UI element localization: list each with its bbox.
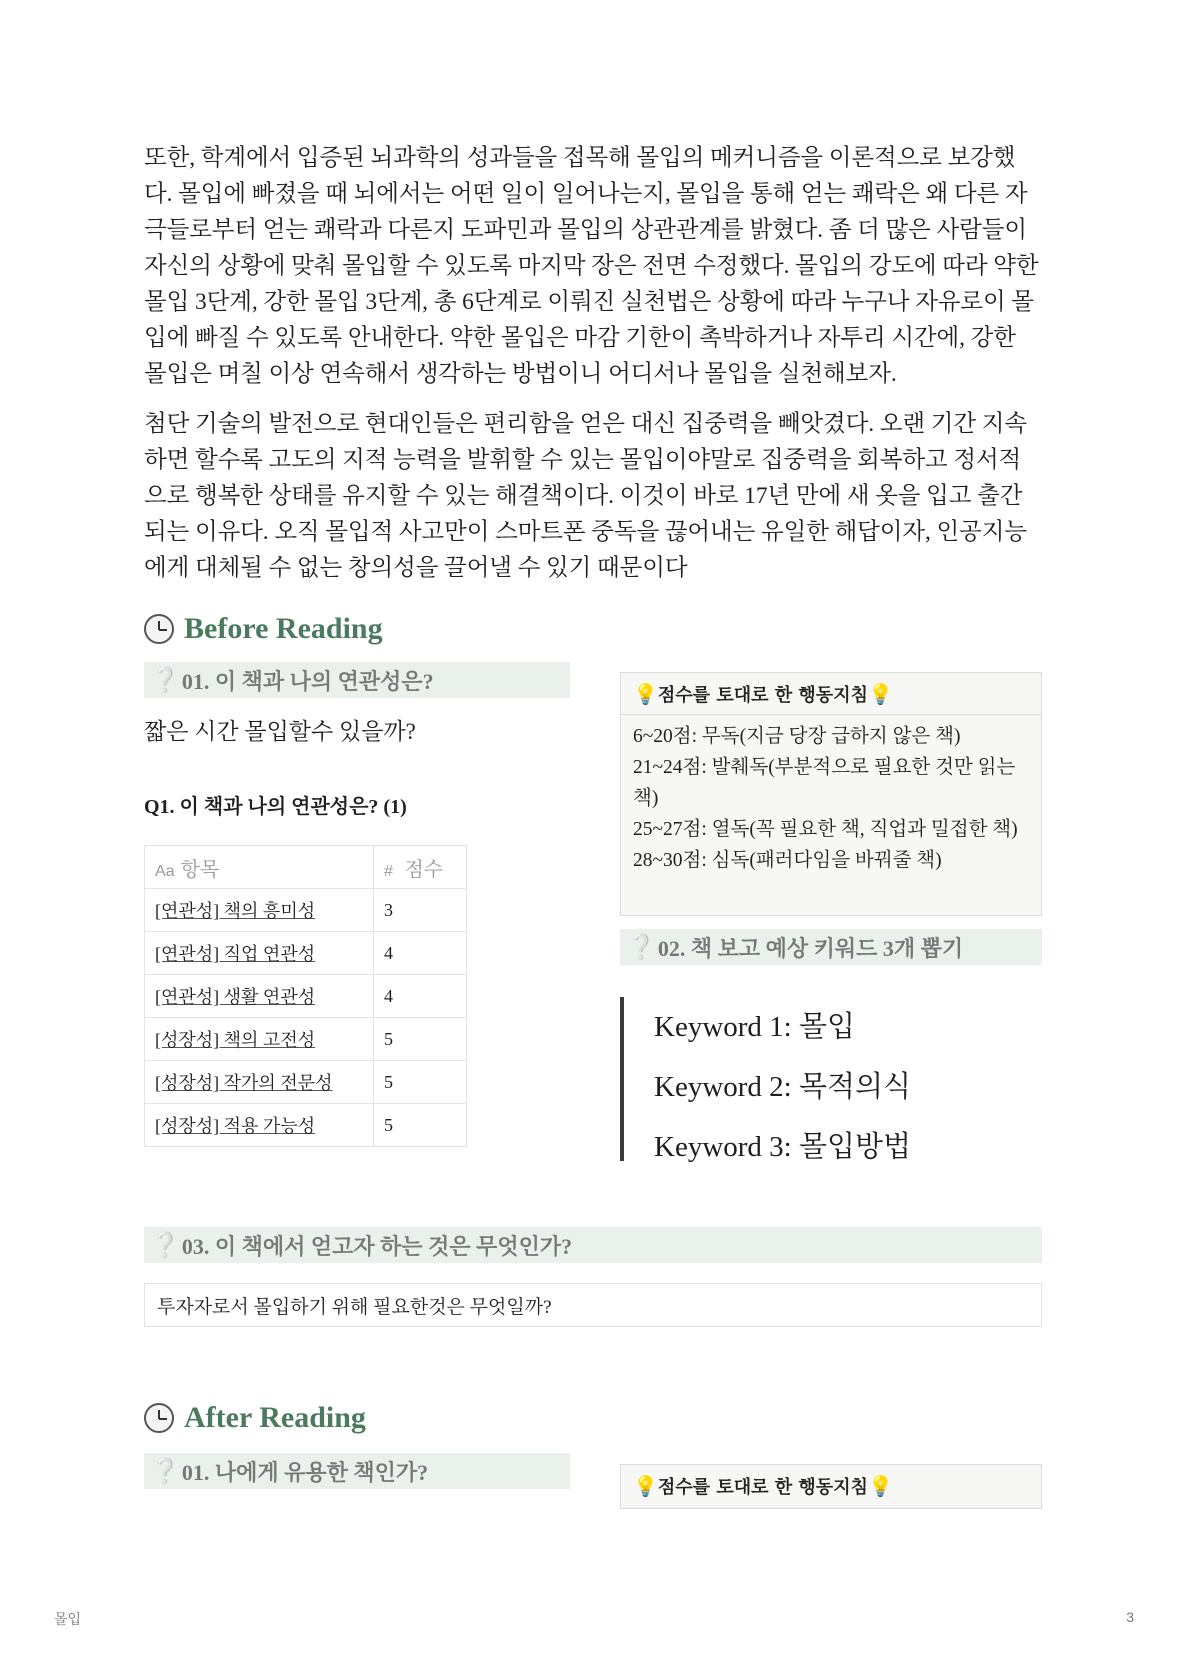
score-header-label: 점수	[404, 858, 444, 881]
table-row[interactable]	[145, 932, 467, 975]
after-question-1-title: 01. 나에게 유용한 책인가?	[181, 1459, 429, 1485]
before-action-guide-callout	[620, 672, 1042, 916]
lightbulb-icon: 💡	[867, 1474, 893, 1498]
intro-paragraph-2: 첨단 기술의 발전으로 현대인들은 편리함을 얻은 대신 집중력을 빼앗겼다. 오랜 기간 지속하면 할수록 고도의 지적 능력을 발휘할 수 있는 몰입이야말로 집중력을 회복하고 정서적으로 행복한 상태를 유지할 수 있는 해결책이다. 이것이 바로 17년 만에 새 옷을 입고 출간되는 이유다. 오직 몰입적 사고만이 스마트폰 중독을 끊어내는 유일한 해답이자, 인공지능에게 대체될 수 없는 창의성을 끌어낼 수 있기 때문이다	[144, 411, 1027, 581]
table-row[interactable]	[145, 889, 467, 932]
table-row[interactable]	[145, 1104, 467, 1147]
table-header-row	[145, 846, 467, 889]
before-question-2-bar	[620, 929, 1042, 965]
score-column-header	[374, 846, 467, 889]
table-cell-item[interactable]: [성장성] 적용 가능성	[145, 1104, 374, 1147]
table-row[interactable]	[145, 1018, 467, 1061]
table-cell-score: 4	[374, 975, 467, 1018]
relevance-table-label: Q1. 이 책과 나의 연관성은? (1)	[144, 796, 407, 818]
table-cell-item[interactable]: [연관성] 생활 연관성	[145, 975, 374, 1018]
action-guide-header	[621, 1465, 1041, 1507]
before-question-3-title: 03. 이 책에서 얻고자 하는 것은 무엇인가?	[181, 1233, 573, 1259]
before-question-1-title: 01. 이 책과 나의 연관성은?	[181, 668, 434, 694]
footer-page-number: 3	[1126, 1609, 1134, 1625]
item-header-label: 항목	[180, 858, 220, 881]
before-question-3-bar	[144, 1227, 1042, 1263]
keyword-2: Keyword 2: 목적의식	[654, 1071, 912, 1103]
number-property-icon: #	[384, 862, 393, 880]
question-mark-icon: ❔	[626, 933, 656, 961]
table-row[interactable]	[145, 1061, 467, 1104]
before-reading-title: Before Reading	[184, 612, 383, 645]
table-cell-score: 5	[374, 1018, 467, 1061]
lightbulb-icon: 💡	[633, 681, 658, 706]
lightbulb-icon: 💡	[867, 681, 893, 706]
question-mark-icon: ❔	[150, 666, 180, 694]
table-cell-item[interactable]: [연관성] 직업 연관성	[145, 932, 374, 975]
intro-paragraph-1: 또한, 학계에서 입증된 뇌과학의 성과들을 접목해 몰입의 메커니즘을 이론적으로 보강했다. 몰입에 빠졌을 때 뇌에서는 어떤 일이 일어나는지, 몰입을 통해 얻는 쾌락은 왜 다른 자극들로부터 얻는 쾌락과 다른지 도파민과 몰입의 상관관계를 밝혔다. 좀 더 많은 사람들이 자신의 상황에 맞춰 몰입할 수 있도록 마지막 장은 전면 수정했다. 몰입의 강도에 따라 약한 몰입 3단계, 강한 몰입 3단계, 총 6단계로 이뤄진 실천법은 상황에 따라 누구나 자유로이 몰입에 빠질 수 있도록 안내한다. 약한 몰입은 마감 기한이 촉박하거나 자투리 시간에, 강한 몰입은 며칠 이상 연속해서 생각하는 방법이니 어디서나 몰입을 실천해보자.	[144, 145, 1039, 387]
action-guide-line: 25~27점: 열독(꼭 필요한 책, 직업과 밀접한 책)	[633, 819, 1018, 840]
before-question-1-bar	[144, 662, 570, 698]
table-row[interactable]	[145, 975, 467, 1018]
action-guide-header	[621, 673, 1041, 715]
table-cell-score: 5	[374, 1104, 467, 1147]
table-cell-item[interactable]: [성장성] 작가의 전문성	[145, 1061, 374, 1104]
after-reading-heading	[144, 1401, 366, 1435]
keyword-quote-block	[620, 997, 911, 1161]
action-guide-body	[621, 715, 1041, 880]
table-cell-score: 5	[374, 1061, 467, 1104]
table-cell-item[interactable]: [연관성] 책의 흥미성	[145, 889, 374, 932]
question-mark-icon: ❔	[150, 1231, 180, 1259]
action-guide-title: 점수를 토대로 한 행동지침	[657, 684, 868, 706]
before-reading-heading	[144, 612, 383, 646]
intro-text	[144, 140, 1042, 600]
footer-document-title: 몰입	[54, 1611, 82, 1627]
after-reading-title: After Reading	[184, 1401, 366, 1434]
keyword-3: Keyword 3: 몰입방법	[654, 1131, 912, 1163]
before-question-1-answer: 짧은 시간 몰입할수 있을까?	[144, 719, 416, 744]
after-action-guide-callout	[620, 1464, 1042, 1509]
action-guide-line: 21~24점: 발췌독(부분적으로 필요한 것만 읽는 책)	[633, 757, 1016, 809]
before-question-2-title: 02. 책 보고 예상 키워드 3개 뽑기	[657, 935, 964, 961]
table-cell-score: 4	[374, 932, 467, 975]
keyword-1: Keyword 1: 몰입	[654, 1011, 855, 1043]
before-question-3-answer-box[interactable]	[144, 1283, 1042, 1327]
before-question-3-answer: 투자자로서 몰입하기 위해 필요한것은 무엇일까?	[157, 1296, 552, 1318]
clock-icon	[144, 614, 174, 644]
after-question-1-bar	[144, 1453, 570, 1489]
table-cell-score: 3	[374, 889, 467, 932]
clock-icon	[144, 1403, 174, 1433]
action-guide-line: 6~20점: 무독(지금 당장 급하지 않은 책)	[633, 726, 961, 747]
action-guide-title: 점수를 토대로 한 행동지침	[657, 1477, 868, 1498]
question-mark-icon: ❔	[150, 1457, 180, 1485]
text-property-icon: Aa	[155, 862, 175, 880]
lightbulb-icon: 💡	[633, 1474, 658, 1498]
table-cell-item[interactable]: [성장성] 책의 고전성	[145, 1018, 374, 1061]
action-guide-line: 28~30점: 심독(패러다임을 바꿔줄 책)	[633, 850, 942, 871]
relevance-table	[144, 845, 467, 1147]
item-column-header	[145, 846, 374, 889]
